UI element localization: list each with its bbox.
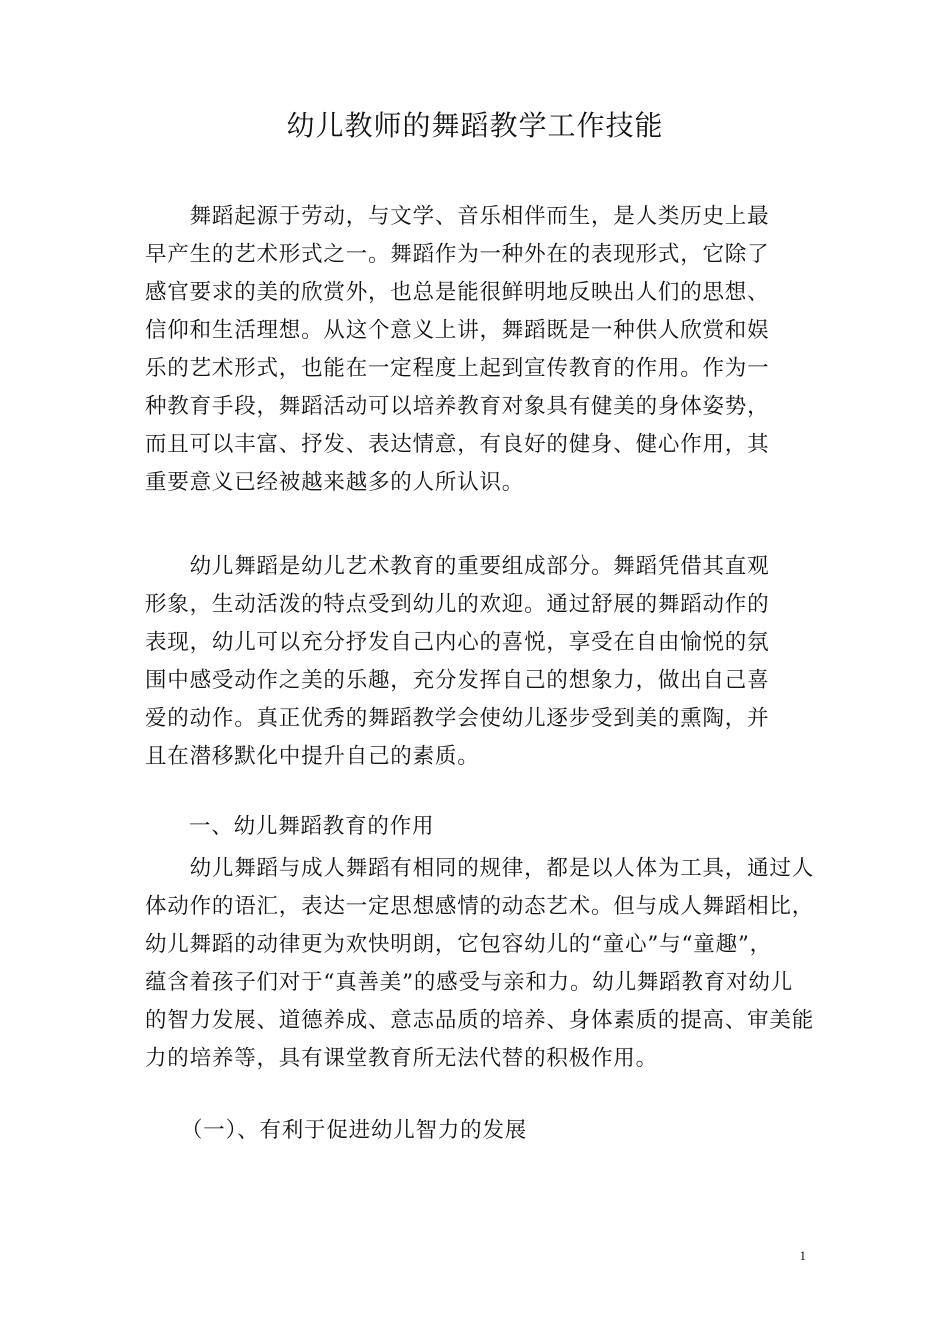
- paragraph-line: 且在潜移默化中提升自己的素质。: [145, 744, 480, 769]
- paragraph-line: 信仰和生活理想。从这个意义上讲，舞蹈既是一种供人欣赏和娱: [145, 318, 770, 343]
- paragraph-role-of-dance-education: [145, 850, 814, 1078]
- paragraph-line: 幼儿舞蹈的动律更为欢快明朗，它包容幼儿的“童心”与“童趣”，: [145, 932, 772, 957]
- subsection-heading: （一）、有利于促进幼儿智力的发展: [181, 1118, 528, 1143]
- paragraph-line: 形象，生动活泼的特点受到幼儿的欢迎。通过舒展的舞蹈动作的: [145, 592, 770, 617]
- page-number: 1: [799, 1248, 806, 1263]
- paragraph-child-dance-art-education: [145, 548, 769, 776]
- paragraph-line: 幼儿舞蹈是幼儿艺术教育的重要组成部分。舞蹈凭借其直观: [145, 554, 770, 579]
- paragraph-origin-of-dance: [145, 198, 769, 502]
- paragraph-line: 乐的艺术形式，也能在一定程度上起到宣传教育的作用。作为一: [145, 356, 770, 381]
- paragraph-line: 围中感受动作之美的乐趣，充分发挥自己的想象力，做出自己喜: [145, 668, 770, 693]
- paragraph-line: 早产生的艺术形式之一。舞蹈作为一种外在的表现形式，它除了: [145, 242, 770, 267]
- paragraph-line: 爱的动作。真正优秀的舞蹈教学会使幼儿逐步受到美的熏陶，并: [145, 706, 770, 731]
- paragraph-line: 的智力发展、道德养成、意志品质的培养、身体素质的提高、审美能: [145, 1008, 815, 1033]
- paragraph-line: 而且可以丰富、抒发、表达情意，有良好的健身、健心作用，其: [145, 432, 770, 457]
- paragraph-line: 舞蹈起源于劳动，与文学、音乐相伴而生，是人类历史上最: [145, 204, 770, 229]
- paragraph-line: 体动作的语汇，表达一定思想感情的动态艺术。但与成人舞蹈相比，: [145, 894, 815, 919]
- paragraph-line: 表现，幼儿可以充分抒发自己内心的喜悦，享受在自由愉悦的氛: [145, 630, 770, 655]
- paragraph-line: 力的培养等，具有课堂教育所无法代替的积极作用。: [145, 1046, 658, 1071]
- paragraph-line: 种教育手段，舞蹈活动可以培养教育对象具有健美的身体姿势，: [145, 394, 770, 419]
- paragraph-line: 感官要求的美的欣赏外，也总是能很鲜明地反映出人们的思想、: [145, 280, 770, 305]
- section-heading: 一、幼儿舞蹈教育的作用: [189, 814, 435, 839]
- document-title: 幼儿教师的舞蹈教学工作技能: [286, 109, 664, 142]
- paragraph-line: 蕴含着孩子们对于“真善美”的感受与亲和力。幼儿舞蹈教育对幼儿: [145, 970, 793, 995]
- paragraph-line: 重要意义已经被越来越多的人所认识。: [145, 470, 525, 495]
- paragraph-line: 幼儿舞蹈与成人舞蹈有相同的规律，都是以人体为工具，通过人: [145, 856, 815, 881]
